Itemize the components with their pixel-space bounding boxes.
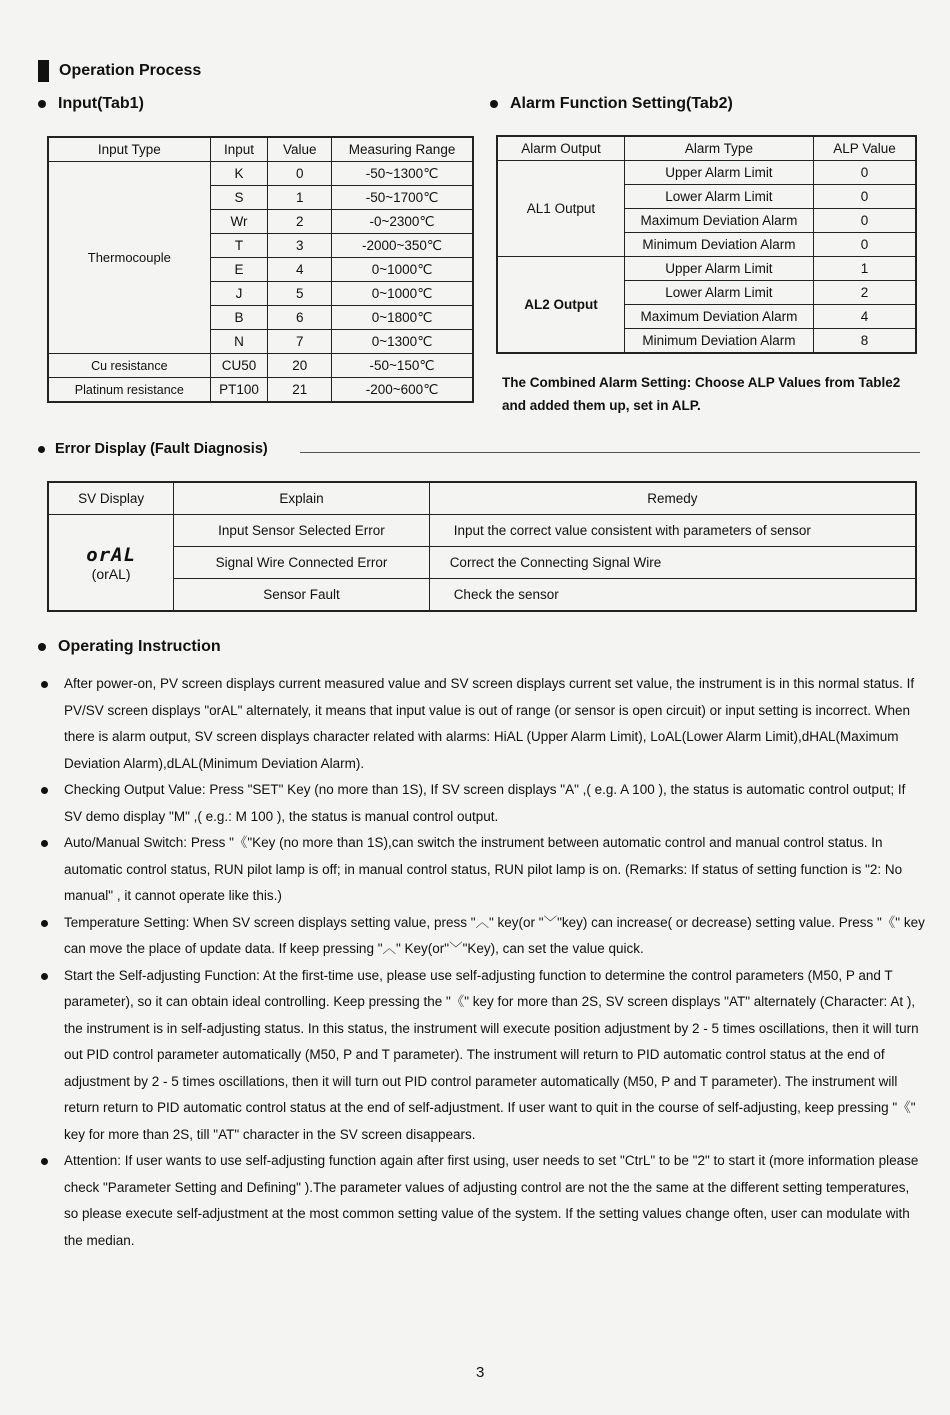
table-cell: 5 — [268, 282, 332, 306]
table-cell: Wr — [210, 210, 268, 234]
table-cell: 0 — [813, 209, 916, 233]
table-cell: 8 — [813, 329, 916, 354]
table-header-row — [48, 482, 916, 515]
thermocouple-group-cell: Thermocouple — [48, 162, 210, 354]
page-number: 3 — [476, 1364, 485, 1381]
input-type-table — [47, 136, 474, 403]
error-display-table — [47, 481, 917, 612]
al1-output-cell: AL1 Output — [497, 161, 624, 257]
table-cell: 7 — [268, 330, 332, 354]
table-cell: -50~150℃ — [332, 354, 473, 378]
table-cell: Signal Wire Connected Error — [174, 547, 429, 579]
bullet-icon — [41, 973, 48, 980]
bullet-icon — [490, 100, 498, 108]
table-cell: Lower Alarm Limit — [624, 185, 813, 209]
instruction-list — [38, 671, 926, 1254]
bullet-icon — [41, 681, 48, 688]
table-cell: Input the correct value consistent with parameters of sensor — [429, 515, 916, 547]
table-cell: -200~600℃ — [332, 378, 473, 403]
table-cell: Correct the Connecting Signal Wire — [429, 547, 916, 579]
table-cell: PT100 — [210, 378, 268, 403]
table-cell: -50~1300℃ — [332, 162, 473, 186]
table-cell: 0~1800℃ — [332, 306, 473, 330]
table-cell: 3 — [268, 234, 332, 258]
table-cell: 2 — [268, 210, 332, 234]
table-cell: T — [210, 234, 268, 258]
table-cell: 20 — [268, 354, 332, 378]
table-cell: CU50 — [210, 354, 268, 378]
table-cell: 0 — [268, 162, 332, 186]
table-cell: 0 — [813, 233, 916, 257]
table-header: Explain — [174, 482, 429, 515]
operating-instruction-label: Operating Instruction — [58, 638, 221, 655]
heading-title: Operation Process — [59, 62, 202, 80]
bullet-icon — [41, 920, 48, 927]
input-tab1-title — [38, 95, 144, 113]
table-header: Remedy — [429, 482, 916, 515]
table-cell: B — [210, 306, 268, 330]
table-cell: 4 — [268, 258, 332, 282]
input-tab1-label: Input(Tab1) — [58, 95, 144, 112]
table-cell: Lower Alarm Limit — [624, 281, 813, 305]
instruction-text: Temperature Setting: When SV screen displays setting value, press "︿" key(or "﹀"key) can increase( or decrease) setting value. Press "《" key can move the place of update data. If keep pressing "︿" Key(or"﹀"Key), can set the value quick. — [64, 914, 925, 956]
table-cell: Check the sensor — [429, 579, 916, 612]
sv-segment-display: orAL — [86, 543, 137, 566]
table-row — [48, 579, 916, 612]
table-cell: 4 — [813, 305, 916, 329]
table-cell: K — [210, 162, 268, 186]
note-line: and added them up, set in ALP. — [502, 398, 701, 413]
table-cell: 0 — [813, 161, 916, 185]
table-row — [497, 257, 916, 281]
table-header: SV Display — [48, 482, 174, 515]
alarm-tab2-title — [490, 95, 733, 113]
table-cell: 21 — [268, 378, 332, 403]
table-cell: Upper Alarm Limit — [624, 257, 813, 281]
divider — [300, 452, 920, 453]
table-cell: Maximum Deviation Alarm — [624, 305, 813, 329]
combined-alarm-note — [502, 371, 922, 417]
sv-display-cell — [48, 515, 174, 612]
alarm-tab2-label: Alarm Function Setting(Tab2) — [510, 95, 733, 112]
table-cell: S — [210, 186, 268, 210]
al2-output-cell: AL2 Output — [497, 257, 624, 354]
error-display-title — [38, 441, 268, 457]
table-row — [48, 162, 473, 186]
table-header: Input — [210, 137, 268, 162]
table-header: Input Type — [48, 137, 210, 162]
table-cell: Minimum Deviation Alarm — [624, 329, 813, 354]
list-item — [38, 777, 926, 830]
table-header-row — [48, 137, 473, 162]
table-cell: 0 — [813, 185, 916, 209]
list-item — [38, 1148, 926, 1254]
table-cell: J — [210, 282, 268, 306]
table-row — [48, 547, 916, 579]
table-cell: Platinum resistance — [48, 378, 210, 403]
table-cell: -2000~350℃ — [332, 234, 473, 258]
instruction-text: Start the Self-adjusting Function: At the first-time use, please use self-adjusting function to determine the control parameters (M50, P and T parameter), so it can obtain ideal controlling. Keep pressing the "《" key for more than 2S, SV screen displays "AT" alternately (Character: At ), the instrument is in self-adjusting status. In this status, the instrument will execute position adjustment by 2 - 5 times oscillations, then it will turn out PID control parameter automatically (M50, P and T parameter). The instrument will return to PID automatic control status at the end of adjustment by 2 - 5 times oscillations, then it will turn out PID control parameter automatically (M50, P and T parameter). The instrument will return return to PID automatic control status at the end of self-adjustment. If user want to quit in the course of self-adjusting, keep pressing "《" key for more than 2S, till "AT" character in the SV screen disappears. — [64, 967, 919, 1142]
sv-display-text: (orAL) — [91, 565, 131, 582]
table-header: Alarm Type — [624, 136, 813, 161]
table-cell: Upper Alarm Limit — [624, 161, 813, 185]
bullet-icon — [38, 446, 45, 453]
table-row — [48, 354, 473, 378]
bullet-icon — [41, 840, 48, 847]
table-cell: 2 — [813, 281, 916, 305]
heading-square-icon — [38, 60, 49, 82]
table-cell: Cu resistance — [48, 354, 210, 378]
table-cell: 6 — [268, 306, 332, 330]
table-cell: Input Sensor Selected Error — [174, 515, 429, 547]
table-cell: 0~1000℃ — [332, 258, 473, 282]
table-header: ALP Value — [813, 136, 916, 161]
table-row — [48, 378, 473, 403]
instruction-text: Attention: If user wants to use self-adjusting function again after first using, user needs to set "CtrL" to be "2" to start it (more information please check "Parameter Setting and Defining" ).The parameter values of adjusting control are not the the same at the different setting temperatures, so please execute self-adjustment at the most common setting value of the system. If the setting values change often, user can modulate with the median. — [64, 1153, 919, 1248]
error-display-label: Error Display (Fault Diagnosis) — [55, 441, 268, 457]
note-line: The Combined Alarm Setting: Choose ALP Values from Table2 — [502, 375, 901, 390]
list-item — [38, 910, 926, 963]
alarm-function-table — [496, 135, 917, 354]
operating-instruction-title — [38, 638, 221, 656]
bullet-icon — [41, 1158, 48, 1165]
table-header: Alarm Output — [497, 136, 624, 161]
instruction-text: Auto/Manual Switch: Press "《"Key (no more than 1S),can switch the instrument between automatic control and manual control status. In automatic control status, RUN pilot lamp is off; in manual control status, RUN pilot lamp is on. (Remarks: If status of setting function is "2: No manual" , it cannot operate like this.) — [64, 835, 903, 903]
table-cell: E — [210, 258, 268, 282]
table-cell: 1 — [268, 186, 332, 210]
instruction-text: Checking Output Value: Press "SET" Key (no more than 1S), If SV screen displays "A" ,( e.g. A 100 ), the status is automatic control output; If SV demo display "M" ,( e.g.: M 100 ), the status is manual control output. — [64, 782, 906, 824]
table-row — [48, 515, 916, 547]
table-header: Measuring Range — [332, 137, 473, 162]
table-cell: Minimum Deviation Alarm — [624, 233, 813, 257]
table-cell: -0~2300℃ — [332, 210, 473, 234]
table-row — [497, 161, 916, 185]
bullet-icon — [41, 787, 48, 794]
table-cell: 0~1300℃ — [332, 330, 473, 354]
table-cell: Sensor Fault — [174, 579, 429, 612]
table-cell: -50~1700℃ — [332, 186, 473, 210]
bullet-icon — [38, 643, 46, 651]
page-heading — [38, 60, 201, 82]
instruction-text: After power-on, PV screen displays current measured value and SV screen displays current set value, the instrument is in this normal status. If PV/SV screen displays "orAL" alternately, it means that input value is out of range (or sensor is open circuit) or input setting is incorrect. When there is alarm output, SV screen displays character related with alarms: HiAL (Upper Alarm Limit), LoAL(Lower Alarm Limit),dHAL(Maximum Deviation Alarm),dLAL(Minimum Deviation Alarm). — [64, 676, 915, 771]
table-cell: Maximum Deviation Alarm — [624, 209, 813, 233]
table-cell: 1 — [813, 257, 916, 281]
list-item — [38, 830, 926, 910]
table-cell: 0~1000℃ — [332, 282, 473, 306]
table-header: Value — [268, 137, 332, 162]
list-item — [38, 671, 926, 777]
table-header-row — [497, 136, 916, 161]
table-cell: N — [210, 330, 268, 354]
list-item — [38, 963, 926, 1149]
bullet-icon — [38, 100, 46, 108]
